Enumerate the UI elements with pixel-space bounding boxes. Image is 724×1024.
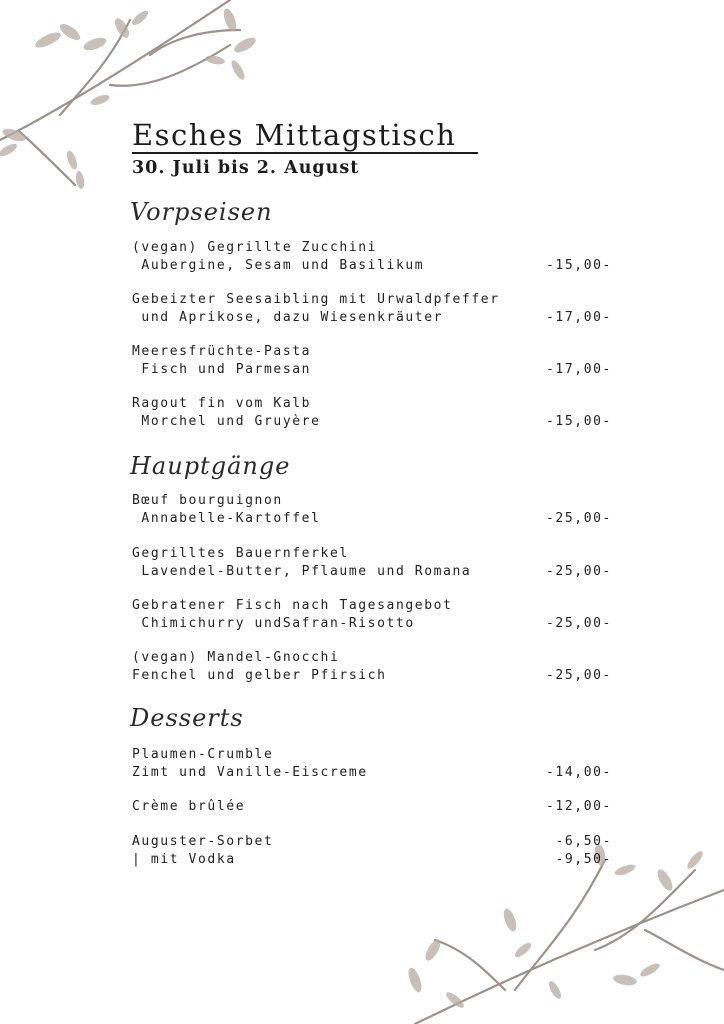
item-name: Auguster-Sorbet [132,834,274,849]
item-description: Morchel und Gruyère [132,414,321,429]
item-description: Fenchel und gelber Pfirsich [132,668,387,683]
menu-item [132,746,612,782]
item-price: -17,00- [546,310,612,325]
menu-item [132,545,612,581]
item-price: -25,00- [546,564,612,579]
item-description: Zimt und Vanille-Eiscreme [132,765,368,780]
item-description: und Aprikose, dazu Wiesenkräuter [132,310,444,325]
item-description: Fisch und Parmesan [132,362,312,377]
item-price: -14,00- [546,765,612,780]
item-name: Gebratener Fisch nach Tagesangebot [132,598,453,613]
menu-item [132,649,612,685]
item-price-with-vodka: -9,50- [555,852,612,867]
menu-item [132,395,612,431]
menu-item [132,492,612,528]
title-underline [132,152,478,154]
menu-item [132,239,612,275]
section-heading-mains: Hauptgänge [130,452,291,480]
item-name: Crème brûlée [132,799,246,814]
item-price: -25,00- [546,616,612,631]
item-description: Annabelle-Kartoffel [132,511,321,526]
item-name: (vegan) Mandel-Gnocchi [132,650,340,665]
item-name: Ragout fin vom Kalb [132,396,312,411]
page-title: Esches Mittagstisch [132,118,457,152]
item-price: -25,00- [546,511,612,526]
menu-item [132,291,612,327]
item-name: Gebeizter Seesaibling mit Urwaldpfeffer [132,292,500,307]
menu-item [132,597,612,633]
section-heading-desserts: Desserts [130,704,244,732]
item-price: -17,00- [546,362,612,377]
section-heading-starters: Vorpseisen [130,198,273,226]
item-description: Lavendel-Butter, Pflaume und Romana [132,564,472,579]
date-range: 30. Juli bis 2. August [132,158,360,178]
item-name: Plaumen-Crumble [132,747,274,762]
item-description: Chimichurry undSafran-Risotto [132,616,415,631]
menu-item [132,833,612,869]
item-price: -6,50- [555,834,612,849]
item-name: Meeresfrüchte-Pasta [132,344,312,359]
item-name: (vegan) Gegrillte Zucchini [132,240,378,255]
menu-item [132,798,612,816]
item-price: -15,00- [546,414,612,429]
item-price: -12,00- [546,799,612,814]
item-description: | mit Vodka [132,852,236,867]
item-price: -25,00- [546,668,612,683]
item-price: -15,00- [546,258,612,273]
item-name: Bœuf bourguignon [132,493,283,508]
item-description: Aubergine, Sesam und Basilikum [132,258,425,273]
menu-item [132,343,612,379]
item-name: Gegrilltes Bauernferkel [132,546,349,561]
